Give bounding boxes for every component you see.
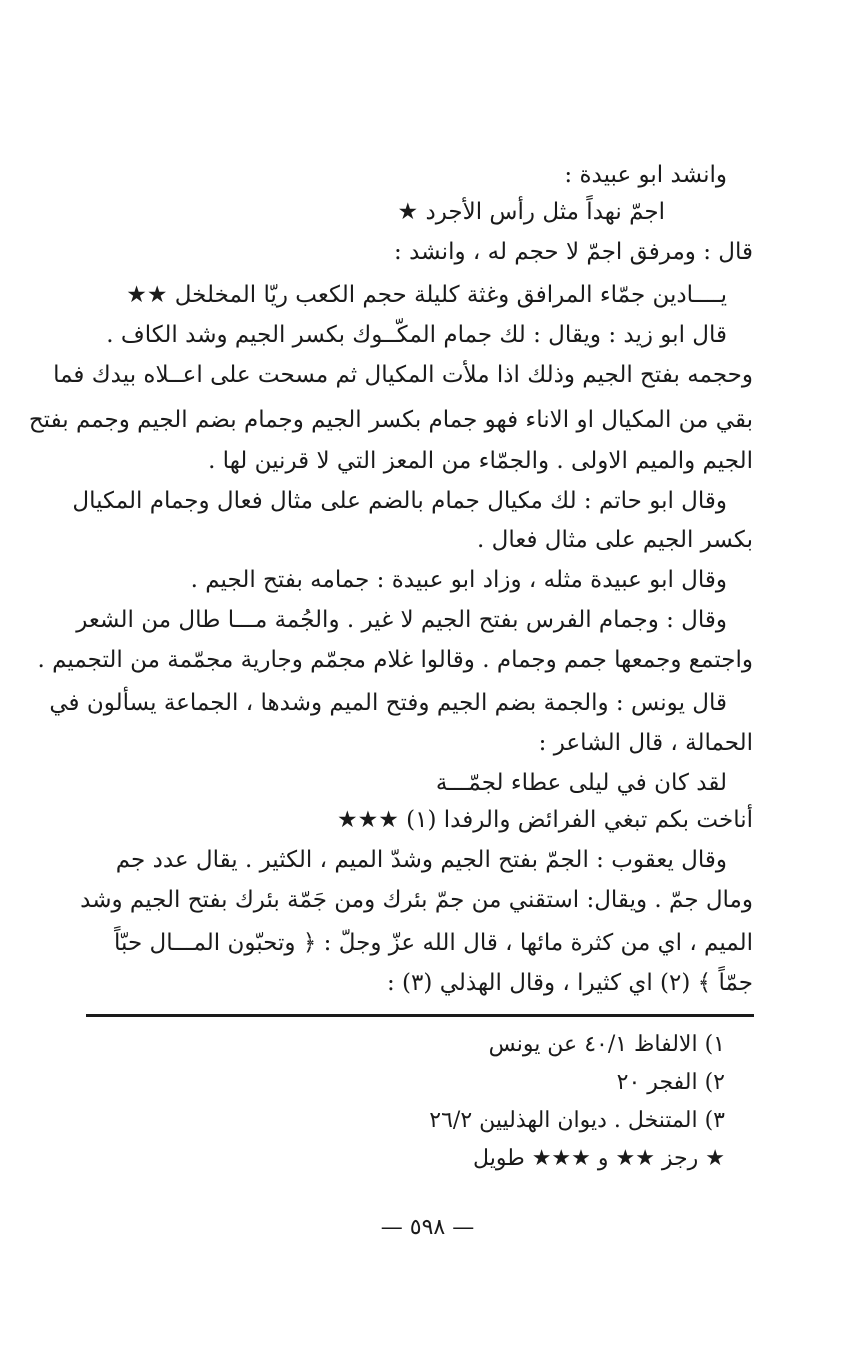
text-line-1: وانشد ابو عبيدة :: [564, 162, 727, 188]
verse-line-1: اجمّ نهداً مثل رأس الأجرد ★: [397, 199, 665, 225]
verse-line-4: أناخت بكم تبغي الفرائض والرفدا (١) ★★★: [336, 807, 753, 833]
verse-line-3: لقد كان في ليلى عطاء لجمّـــة: [435, 770, 727, 796]
footnote-3: ٣) المتنخل . ديوان الهذليين ٢٦/٢: [429, 1108, 725, 1133]
text-line-6: وحجمه بفتح الجيم وذلك اذا ملأت المكيال ثم مسحت على اعــلاه بيدك فما: [53, 362, 753, 388]
text-line-15: الحمالة ، قال الشاعر :: [538, 730, 753, 756]
text-line-7: بقي من المكيال او الاناء فهو جمام بكسر الجيم وجمام بضم الجيم وجمم بفتح: [28, 407, 753, 433]
text-line-5: قال ابو زيد : ويقال : لك جمام المكّــوك بكسر الجيم وشد الكاف .: [106, 322, 727, 348]
text-line-18: وقال يعقوب : الجمّ بفتح الجيم وشدّ الميم ، الكثير . يقال عدد جم: [115, 847, 727, 873]
footnote-divider: [86, 1014, 754, 1017]
text-line-3: قال : ومرفق اجمّ لا حجم له ، وانشد :: [394, 239, 753, 265]
text-line-21: جمّاً ﴾ (٢) اي كثيرا ، وقال الهذلي (٣) :: [387, 970, 753, 996]
text-line-10: بكسر الجيم على مثال فعال .: [477, 527, 753, 553]
page-number: — ٥٩٨ —: [380, 1215, 475, 1240]
text-line-12: وقال : وجمام الفرس بفتح الجيم لا غير . والجُمة مـــا طال من الشعر: [76, 607, 727, 633]
text-line-14: قال يونس : والجمة بضم الجيم وفتح الميم وشدها ، الجماعة يسألون في: [49, 690, 727, 716]
text-line-8: الجيم والميم الاولى . والجمّاء من المعز التي لا قرنين لها .: [208, 448, 753, 474]
text-line-19: ومال جمّ . ويقال: استقني من جمّ بئرك ومن جَمّة بئرك بفتح الجيم وشد: [80, 887, 753, 913]
text-line-20: الميم ، اي من كثرة مائها ، قال الله عزّ وجلّ : ﴿ وتحبّون المـــال حبّاً: [114, 930, 753, 956]
text-line-13: واجتمع وجمعها جمم وجمام . وقالوا غلام مجمّم وجارية مجمّمة من التجميم .: [37, 647, 753, 673]
text-line-11: وقال ابو عبيدة مثله ، وزاد ابو عبيدة : جمامه بفتح الجيم .: [190, 567, 727, 593]
meter-legend: ★ رجز ★★ و ★★★ طويل: [473, 1146, 725, 1171]
footnote-2: ٢) الفجر ٢٠: [616, 1070, 725, 1095]
verse-line-2: يــــادين جمّاء المرافق وغثة كليلة حجم الكعب ريّا المخلخل ★★: [126, 282, 727, 308]
text-line-9: وقال ابو حاتم : لك مكيال جمام بالضم على مثال فعال وجمام المكيال: [72, 488, 727, 514]
footnote-1: ١) الالفاظ ٤٠/١ عن يونس: [488, 1032, 725, 1057]
